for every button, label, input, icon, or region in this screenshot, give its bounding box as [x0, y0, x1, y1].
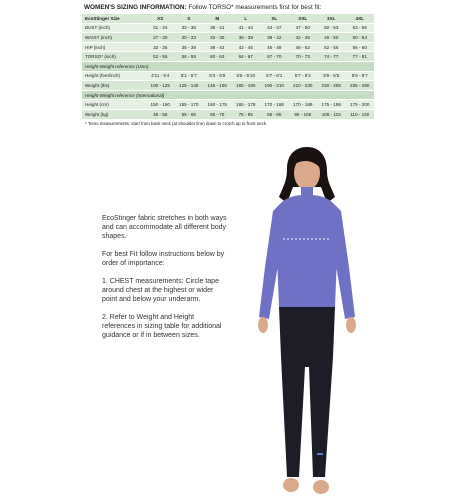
table-cell: 33 - 36: [175, 23, 204, 33]
footnote-row: [82, 119, 374, 129]
table-row: [82, 81, 374, 91]
table-cell: 41 - 44: [232, 23, 261, 33]
size-3xl: 3XL: [317, 14, 346, 23]
fit-paragraph-chest: 1. CHEST measurements: Circle tape around chest at the highest or wider point and below your underarm.: [102, 278, 219, 303]
table-cell: 70 - 73: [289, 52, 318, 62]
table-cell: 125 - 145: [175, 81, 204, 91]
model-right-hand: [346, 317, 356, 333]
model-leggings: [279, 307, 335, 477]
table-cell: 38 - 41: [203, 23, 232, 33]
section-label-usa: Height-Weight reference (USA): [82, 61, 374, 71]
table-cell: 210 - 230: [289, 81, 318, 91]
table-row: [82, 33, 374, 43]
table-cell: 255 - 290: [346, 81, 375, 91]
table-cell: 175 - 196: [317, 100, 346, 110]
row-label: Weight (kg): [82, 109, 146, 119]
row-label: Weight (lbs): [82, 81, 146, 91]
fit-paragraph-stretch: EcoStinger fabric stretches in both ways and can accommodate all different body shapes.: [102, 215, 227, 240]
size-header-label: EcoStinger Size: [82, 14, 146, 23]
table-cell: 5'3 - 5'9: [203, 71, 232, 81]
table-cell: 32 - 35: [146, 42, 175, 52]
table-cell: 77 - 81: [346, 52, 375, 62]
table-cell: 145 - 165: [203, 81, 232, 91]
table-cell: 4'11 - 5'4: [146, 71, 175, 81]
table-cell: 105 - 115: [317, 109, 346, 119]
model-photo: [245, 147, 365, 502]
table-cell: 30 - 33: [175, 33, 204, 43]
table-row: [82, 42, 374, 52]
model-shirt: [277, 195, 337, 307]
table-cell: 5'9 - 6'7: [346, 71, 375, 81]
row-label: Height (feet/inch): [82, 71, 146, 81]
table-cell: 52 - 55: [146, 52, 175, 62]
table-row: [82, 52, 374, 62]
table-row: [82, 23, 374, 33]
fit-instructions: [102, 214, 228, 349]
section-label-international: Height-Weight reference (International): [82, 90, 374, 100]
table-cell: 170 - 186: [260, 100, 289, 110]
table-cell: 48 - 52: [289, 42, 318, 52]
size-4xl: 4XL: [346, 14, 375, 23]
table-cell: 39 - 42: [203, 42, 232, 52]
table-cell: 95 - 105: [289, 109, 318, 119]
table-cell: 160 - 175: [203, 100, 232, 110]
table-cell: 56 - 60: [346, 42, 375, 52]
size-xl: XL: [260, 14, 289, 23]
fit-paragraph-weight-height: 2. Refer to Weight and Height references in sizing table for additional guidance or if in between sizes.: [102, 314, 222, 339]
table-cell: 52 - 56: [317, 42, 346, 52]
table-cell: 47 - 50: [289, 23, 318, 33]
table-cell: 27 - 30: [146, 33, 175, 43]
sizing-title-rest: Follow TORSO* measurements first for best fit:: [186, 4, 322, 11]
size-l: L: [232, 14, 261, 23]
table-row: [82, 100, 374, 110]
table-cell: 75 - 85: [232, 109, 261, 119]
table-cell: 46 - 50: [317, 33, 346, 43]
table-cell: 165 - 190: [232, 81, 261, 91]
table-cell: 33 - 36: [203, 33, 232, 43]
table-row: [82, 71, 374, 81]
table-cell: 42 - 45: [232, 42, 261, 52]
table-cell: 36 - 39: [232, 33, 261, 43]
table-cell: 170 - 189: [289, 100, 318, 110]
table-cell: 53 - 56: [346, 23, 375, 33]
table-cell: 45 - 48: [260, 42, 289, 52]
section-row-usa: [82, 61, 374, 71]
table-cell: 65 - 75: [203, 109, 232, 119]
table-cell: 50 - 54: [346, 33, 375, 43]
row-label: HIP (inch): [82, 42, 146, 52]
table-cell: 165 - 178: [232, 100, 261, 110]
table-cell: 155 - 170: [175, 100, 204, 110]
row-label: TORSO* (inch): [82, 52, 146, 62]
table-cell: 36 - 39: [175, 42, 204, 52]
row-label: Height (cm): [82, 100, 146, 110]
sizing-chart: [82, 4, 374, 129]
table-cell: 42 - 45: [289, 33, 318, 43]
section-row-international: [82, 90, 374, 100]
table-cell: 5'5 - 5'10: [232, 71, 261, 81]
table-cell: 175 - 200: [346, 100, 375, 110]
table-cell: 150 - 160: [146, 100, 175, 110]
row-label: WAIST (inch): [82, 33, 146, 43]
model-right-foot: [313, 480, 329, 494]
table-cell: 45 - 55: [146, 109, 175, 119]
table-cell: 67 - 70: [260, 52, 289, 62]
table-cell: 5'1 - 5'7: [175, 71, 204, 81]
table-cell: 190 - 210: [260, 81, 289, 91]
model-left-hand: [258, 317, 268, 333]
sizing-table: [82, 14, 374, 129]
size-header-row: [82, 14, 374, 23]
table-cell: 5'7 - 6'2: [289, 71, 318, 81]
size-s: S: [175, 14, 204, 23]
table-cell: 39 - 42: [260, 33, 289, 43]
table-cell: 5'9 - 6'5: [317, 71, 346, 81]
leggings-logo: [317, 453, 323, 455]
table-cell: 5'7 - 6'1: [260, 71, 289, 81]
table-cell: 50 - 53: [317, 23, 346, 33]
table-cell: 64 - 67: [232, 52, 261, 62]
table-cell: 74 - 77: [317, 52, 346, 62]
table-cell: 44 - 47: [260, 23, 289, 33]
size-xs: XS: [146, 14, 175, 23]
table-cell: 31 - 34: [146, 23, 175, 33]
model-left-foot: [283, 478, 299, 492]
table-cell: 60 - 63: [203, 52, 232, 62]
size-xxl: XXL: [289, 14, 318, 23]
table-cell: 85 - 95: [260, 109, 289, 119]
table-cell: 110 - 130: [346, 109, 375, 119]
table-cell: 100 - 125: [146, 81, 175, 91]
table-row: [82, 109, 374, 119]
torso-footnote: * Torso measurements: start from back neck (at shoulder line) down to crotch up to front neck.: [82, 119, 374, 129]
fit-paragraph-intro: For best Fit follow instructions below by order of importance:: [102, 251, 225, 267]
table-cell: 230 - 255: [317, 81, 346, 91]
table-cell: 56 - 59: [175, 52, 204, 62]
table-cell: 55 - 65: [175, 109, 204, 119]
size-m: M: [203, 14, 232, 23]
sizing-title-bold: WOMEN'S SIZING INFORMATION:: [84, 4, 187, 11]
row-label: BUST (inch): [82, 23, 146, 33]
sizing-title: [84, 4, 374, 11]
